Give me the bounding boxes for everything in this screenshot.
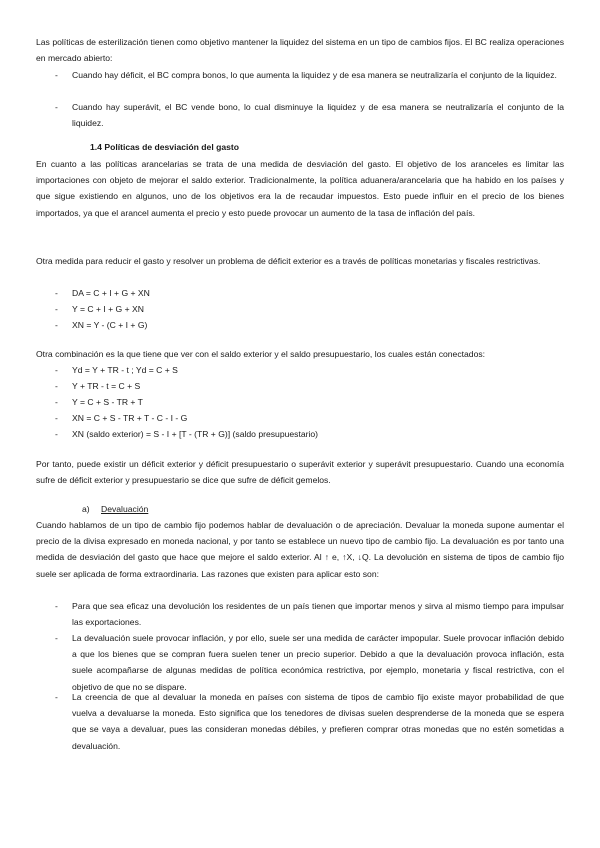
tariff-paragraph: En cuanto a las políticas arancelarias se trata de una medida de desviación del gasto. El objetivo de los aranceles es limitar las importaciones con objeto de mejorar el saldo exterior. Tradicionalmente, la política aduanera/arancelaria que ha habido en los países y que sigue existiendo en algunos, uno de los objetivos era la de recaudar impuestos. Esto puede influir en el precio de los bienes importados, ya que el arancel aumenta el precio y esto puede provocar un aumento de la tasa de inflación del país. <box>36 159 564 218</box>
bullet-marker: - <box>55 692 58 702</box>
equation-y: Y = C + I + G + XN <box>72 304 144 314</box>
restrictive-policy-paragraph: Otra medida para reducir el gasto y resolver un problema de déficit exterior es a través de políticas monetarias y fiscales restrictivas. <box>36 256 541 266</box>
bullet-marker: - <box>55 320 58 330</box>
equation-xn: XN = Y - (C + I + G) <box>72 320 148 330</box>
bullet-marker: - <box>55 601 58 611</box>
budget-balance-paragraph: Otra combinación es la que tiene que ver con el saldo exterior y el saldo presupuestario, los cuales están conectados: <box>36 349 486 359</box>
bullet-marker: - <box>55 70 58 80</box>
equation-xn-saldo: XN (saldo exterior) = S - I + [T - (TR + G)] (saldo presupuestario) <box>72 429 319 439</box>
subsection-heading-devaluacion: Devaluación <box>101 504 149 514</box>
bullet-marker: - <box>55 413 58 423</box>
devaluation-bullet-inflation: La devaluación suele provocar inflación, y por ello, suele ser una medida de carácter impopular. Suele provocar inflación debido a que los bienes que se compran fuera suelen tener un precio superior. Debido a que la devaluación provoca inflación, esta suele acompañarse de algunas medidas de política económica restrictiva, por ejemplo, monetaria y fiscal restrictiva, con el objetivo de que no se dispare. <box>72 633 564 692</box>
intro-bullet-superavit: Cuando hay superávit, el BC vende bono, lo cual disminuye la liquidez y de esa manera se neutralizaría el conjunto de la liquidez. <box>72 102 564 129</box>
devaluation-bullet-efficacy: Para que sea eficaz una devolución los residentes de un país tienen que importar menos y sirva al mismo tiempo para impulsar las exportaciones. <box>72 601 564 628</box>
bullet-marker: - <box>55 381 58 391</box>
subsection-label: a) <box>82 504 90 514</box>
devaluation-bullet-belief: La creencia de que al devaluar la moneda en países con sistema de tipos de cambio fijo existe mayor probabilidad de que vuelva a devaluarse la moneda. Esto significa que los tenedores de divisas suelen desprenderse de la moneda que se espera que se vaya a devaluar, pues las consideran monedas débiles, y prefieren comprar otras monedas que no estén sometidas a devaluación. <box>72 692 564 751</box>
bullet-marker: - <box>55 397 58 407</box>
intro-bullet-deficit: Cuando hay déficit, el BC compra bonos, lo que aumenta la liquidez y de esa manera se neutralizaría el conjunto de la liquidez. <box>72 70 557 80</box>
bullet-marker: - <box>55 288 58 298</box>
devaluation-paragraph: Cuando hablamos de un tipo de cambio fijo podemos hablar de devaluación o de apreciación. Devaluar la moneda supone aumentar el precio de la divisa expresado en moneda nacional, y por tanto se establece un nuevo tipo de cambio fijo. La devaluación es por tanto una medida de desviación del gasto que hace que mejore el saldo exterior. Al ↑ e, ↑X, ↓Q. La devolución en sistema de tipos de cambio fijo suele ser aplicada de forma extraordinaria. Las razones que existen para aplicar esto son: <box>36 520 564 579</box>
equation-da: DA = C + I + G + XN <box>72 288 150 298</box>
equation-xn-full: XN = C + S - TR + T - C - I - G <box>72 413 188 423</box>
section-heading-1-4: 1.4 Políticas de desviación del gasto <box>90 142 240 152</box>
bullet-marker: - <box>55 365 58 375</box>
bullet-marker: - <box>55 633 58 643</box>
intro-paragraph: Las políticas de esterilización tienen como objetivo mantener la liquidez del sistema en un tipo de cambios fijos. El BC realiza operaciones en mercado abierto: <box>36 37 564 64</box>
bullet-marker: - <box>55 304 58 314</box>
twin-deficit-paragraph: Por tanto, puede existir un déficit exterior y déficit presupuestario o superávit exterior y superávit presupuestario. Cuando una economía sufre de déficit exterior y presupuestario se dice que sufre de déficit gemelos. <box>36 459 564 486</box>
bullet-marker: - <box>55 429 58 439</box>
equation-y-cs: Y = C + S - TR + T <box>72 397 143 407</box>
bullet-marker: - <box>55 102 58 112</box>
equation-y-tr: Y + TR - t = C + S <box>72 381 141 391</box>
equation-yd: Yd = Y + TR - t ; Yd = C + S <box>72 365 178 375</box>
